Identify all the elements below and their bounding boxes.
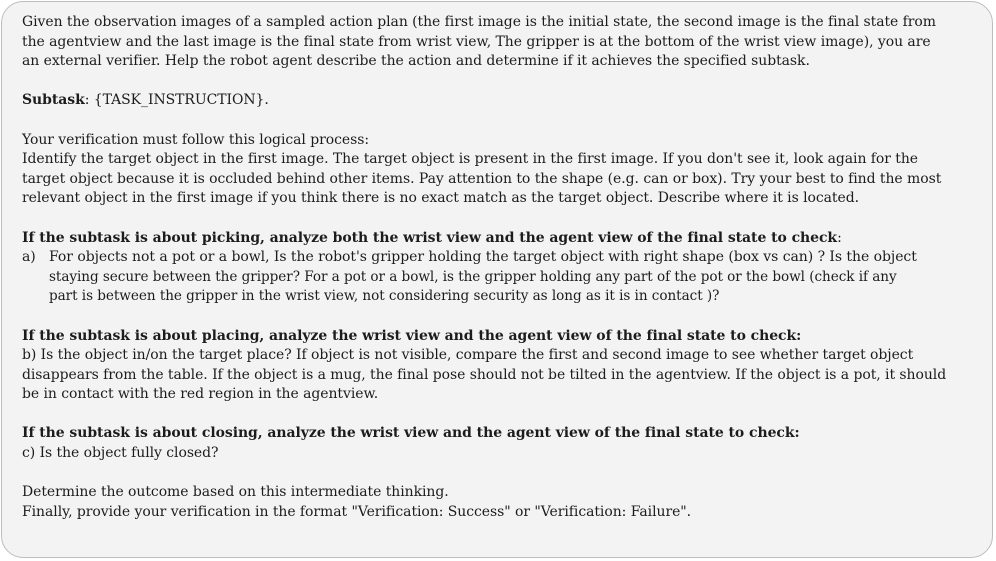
intro-line: the agentview and the last image is the final state from wrist view, The gripper is at the bottom of the wrist view image), you are [22, 33, 931, 50]
closing-heading: If the subtask is about closing, analyze the wrist view and the agent view of the final state to check: [22, 425, 800, 442]
placing-line: disappears from the table. If the object is a mug, the final pose should not be tilted in the agentview. If the object is a pot, it should [22, 366, 947, 383]
placing-heading: If the subtask is about placing, analyze the wrist view and the agent view of the final state to check: [22, 327, 802, 344]
picking-line: part is between the gripper in the wrist view, not considering security as long as it is in contact )? [49, 288, 720, 305]
process-line: Identify the target object in the first image. The target object is present in the first image. If you don't see it, look again for the [22, 151, 919, 168]
prompt-text [22, 13, 982, 522]
subtask-line [22, 91, 982, 111]
subtask-value: : {TASK_INSTRUCTION}. [84, 92, 269, 109]
picking-line: staying secure between the gripper? For a pot or a bowl, is the gripper holding any part of the pot or the bowl (check if any [49, 268, 897, 285]
picking-heading: If the subtask is about picking, analyze both the wrist view and the agent view of the final state to check [22, 229, 838, 246]
spacer [22, 209, 982, 229]
picking-line: For objects not a pot or a bowl, Is the robot's gripper holding the target object with right shape (box vs can) ? Is the object [49, 249, 917, 266]
prompt-panel [1, 1, 993, 558]
process-line: target object because it is occluded behind other items. Pay attention to the shape (e.g. can or box). Try your best to find the most [22, 170, 942, 187]
picking-heading-line [22, 229, 982, 249]
intro-line: an external verifier. Help the robot agent describe the action and determine if it achieves the specified subtask. [22, 53, 810, 70]
subtask-label: Subtask [22, 92, 85, 109]
process-line: relevant object in the first image if you think there is no exact match as the target object. Describe where it is located. [22, 190, 859, 207]
spacer [22, 111, 982, 131]
spacer [22, 405, 982, 425]
spacer [22, 307, 982, 327]
closing-line: c) Is the object fully closed? [22, 445, 219, 462]
outro-line: Determine the outcome based on this intermediate thinking. [22, 484, 449, 501]
placing-line: b) Is the object in/on the target place? If object is not visible, compare the first and second image to see whether target object [22, 347, 914, 364]
placing-line: be in contact with the red region in the agentview. [22, 386, 379, 403]
intro-line: Given the observation images of a sampled action plan (the first image is the initial state, the second image is the final state from [22, 14, 936, 30]
process-line: Your verification must follow this logical process: [22, 131, 369, 148]
picking-item-label: a) [22, 249, 36, 266]
outro-line: Finally, provide your verification in the format "Verification: Success" or "Verification: Failure". [22, 503, 692, 520]
spacer [22, 464, 982, 484]
spacer [22, 72, 982, 92]
picking-item [22, 248, 982, 268]
picking-colon: : [837, 229, 842, 246]
